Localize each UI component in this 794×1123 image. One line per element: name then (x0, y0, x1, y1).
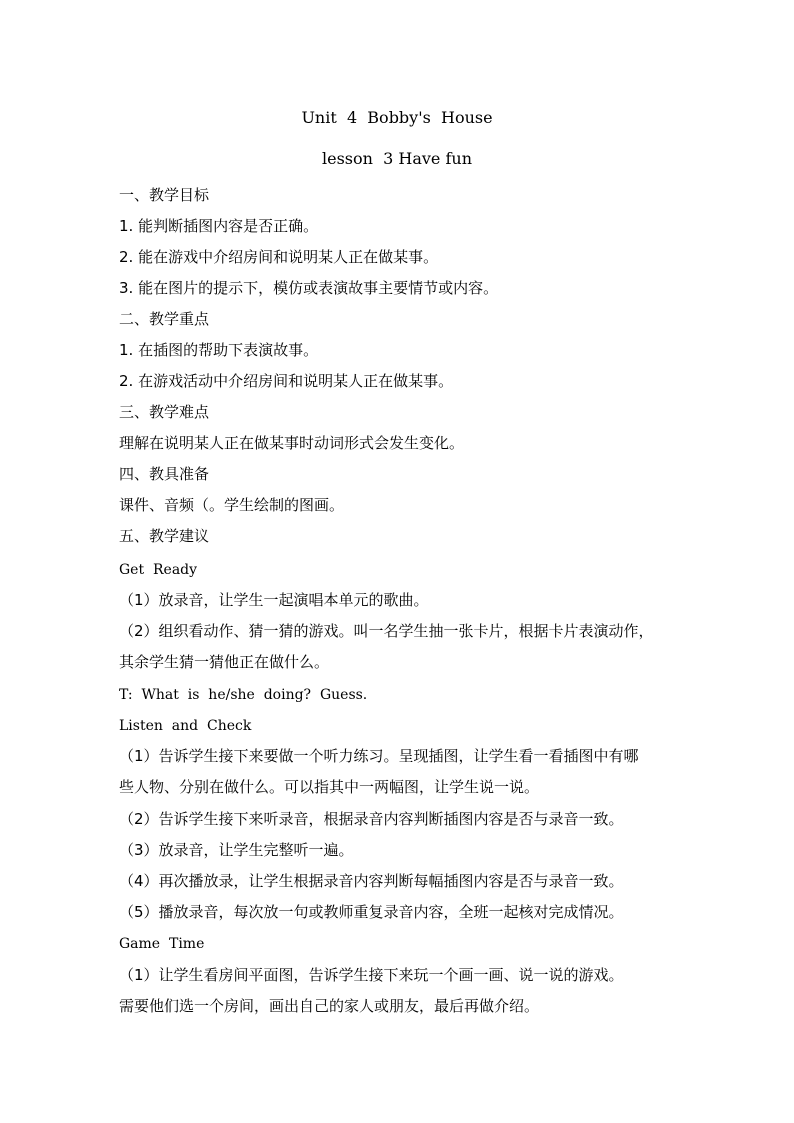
objective-3: 3. 能在图片的提示下，模仿或表演故事主要情节或内容。 (119, 279, 499, 297)
section-heading-materials: 四、教具准备 (119, 465, 210, 483)
subheading-get-ready: Get Ready (119, 562, 198, 578)
key-point-2: 2. 在游戏活动中介绍房间和说明某人正在做某事。 (119, 372, 454, 390)
game-step-1-cont: 需要他们选一个房间，画出自己的家人或朋友，最后再做介绍。 (119, 997, 540, 1015)
document-subtitle: lesson 3 Have fun (322, 149, 472, 168)
listen-step-1: （1）告诉学生接下来要做一个听力练习。呈现插图，让学生看一看插图中有哪 (119, 747, 639, 765)
listen-step-2: （2）告诉学生接下来听录音，根据录音内容判断插图内容是否与录音一致。 (119, 810, 624, 828)
listen-step-1-cont: 些人物、分别在做什么。可以指其中一两幅图，让学生说一说。 (119, 778, 540, 796)
section-heading-suggestions: 五、教学建议 (119, 527, 210, 545)
subheading-game-time: Game Time (119, 936, 205, 952)
subheading-listen-check: Listen and Check (119, 718, 252, 734)
section-heading-objectives: 一、教学目标 (119, 186, 210, 204)
get-ready-step-1: （1）放录音，让学生一起演唱本单元的歌曲。 (119, 591, 429, 609)
section-heading-difficulties: 三、教学难点 (119, 403, 210, 421)
objective-1: 1. 能判断插图内容是否正确。 (119, 217, 319, 235)
section-heading-key-points: 二、教学重点 (119, 310, 210, 328)
difficulty-text: 理解在说明某人正在做某事时动词形式会发生变化。 (119, 434, 465, 452)
listen-step-3: （3）放录音，让学生完整听一遍。 (119, 841, 354, 859)
objective-2: 2. 能在游戏中介绍房间和说明某人正在做某事。 (119, 248, 439, 266)
materials-text: 课件、音频（。学生绘制的图画。 (119, 496, 345, 514)
listen-step-4: （4）再次播放录，让学生根据录音内容判断每幅插图内容是否与录音一致。 (119, 872, 624, 890)
get-ready-step-2-cont: 其余学生猜一猜他正在做什么。 (119, 653, 330, 671)
get-ready-step-2: （2）组织看动作、猜一猜的游戏。叫一名学生抽一张卡片，根据卡片表演动作， (119, 622, 654, 640)
document-title: Unit 4 Bobby's House (301, 108, 493, 127)
game-step-1: （1）让学生看房间平面图，告诉学生接下来玩一个画一画、说一说的游戏。 (119, 966, 624, 984)
key-point-1: 1. 在插图的帮助下表演故事。 (119, 341, 319, 359)
listen-step-5: （5）播放录音，每次放一句或教师重复录音内容，全班一起核对完成情况。 (119, 903, 624, 921)
dialogue-line: T: What is he/she doing? Guess. (119, 687, 368, 703)
